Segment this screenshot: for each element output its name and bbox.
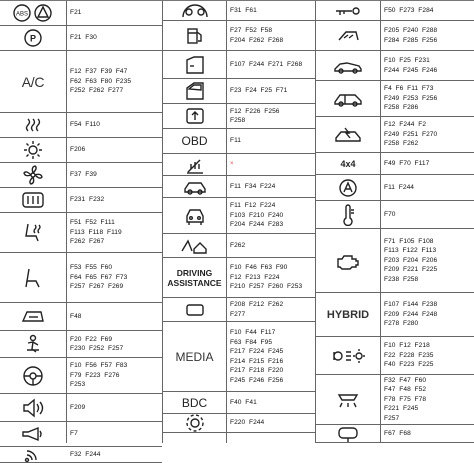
power-window-icon — [184, 106, 206, 126]
fuse-code-line: F252 F262 F277 — [70, 87, 124, 95]
fuse-code-line: F71 F105 F108 — [384, 237, 434, 245]
icon-cell — [163, 176, 226, 197]
child-seat-icon — [23, 334, 43, 354]
icon-cell — [316, 21, 380, 50]
table-row — [316, 175, 474, 201]
table-row — [0, 358, 162, 394]
icon-cell — [0, 113, 66, 137]
divider — [66, 1, 67, 443]
fuse-code-line: F217 F218 F220 — [230, 367, 284, 374]
table-row — [0, 447, 162, 463]
fuse-code-line: F10 F44 F117 — [230, 329, 276, 336]
icon-cell — [163, 198, 226, 233]
fan-icon — [23, 165, 43, 185]
fuse-code-line: F50 F273 F284 — [384, 6, 434, 14]
horn-icon — [21, 426, 45, 442]
icon-cell — [0, 188, 66, 212]
table-row — [316, 201, 474, 229]
table-row — [0, 163, 162, 188]
fuse-codes — [230, 198, 283, 233]
fuse-codes — [70, 422, 78, 446]
icon-cell — [316, 293, 380, 336]
engine-icon — [335, 251, 361, 271]
alarm-icon — [338, 178, 358, 198]
fuse-code-line: F262 — [230, 241, 246, 249]
fuse-code-line: F258 F286 — [384, 104, 419, 112]
column-3 — [316, 1, 474, 443]
fuse-code-line: F11 — [230, 137, 242, 145]
table-row — [0, 422, 162, 447]
seat-icon — [23, 267, 43, 289]
door-icon — [184, 55, 206, 75]
fuse-codes — [70, 113, 100, 137]
fuse-codes — [384, 117, 437, 152]
fuse-codes — [230, 322, 283, 391]
fuse-code-line: F11 F34 F224 — [230, 182, 276, 190]
icon-cell — [316, 425, 380, 442]
icon-cell — [163, 104, 226, 128]
table-row — [163, 104, 315, 129]
icon-cell — [316, 229, 380, 292]
column-2 — [163, 1, 315, 443]
fuse-code-line: F205 F240 F288 — [384, 27, 438, 34]
fuse-code-line: F253 — [70, 381, 86, 389]
table-row — [163, 154, 315, 176]
fuse-code-line: F220 F244 — [230, 419, 265, 427]
ac-label: A/C — [21, 73, 45, 90]
table-row — [316, 375, 474, 425]
key-icon — [334, 5, 362, 17]
bdc-label: BDC — [181, 395, 208, 410]
icon-cell — [316, 1, 380, 20]
fuse-code-line: F262 F267 — [70, 238, 105, 246]
fuse-code-line: F217 F224 F245 — [230, 348, 284, 355]
icon-cell — [163, 51, 226, 78]
heated-rear-window-icon — [23, 115, 43, 135]
fuse-code-line: F40 F41 — [230, 398, 257, 406]
fuse-code-line: F249 F253 F256 — [384, 94, 438, 102]
fuse-codes — [384, 153, 429, 174]
fuse-code-line: F11 F12 F224 — [230, 202, 276, 210]
icon-cell — [163, 258, 226, 297]
convertible-icon — [333, 58, 363, 74]
fuse-code-line: F31 F61 — [230, 6, 257, 14]
icon-cell — [0, 447, 66, 462]
table-row — [163, 129, 315, 154]
speaker-icon — [21, 398, 45, 418]
fuse-code-line: F32 F47 F60 — [384, 376, 427, 384]
fuse-code-line: F244 F245 F246 — [384, 66, 438, 74]
fuse-code-line: F257 F267 F269 — [70, 283, 124, 291]
fuse-codes — [384, 81, 437, 116]
table-row — [316, 293, 474, 337]
fuse-code-line: F62 F63 F80 F235 — [70, 77, 132, 85]
fuse-codes — [230, 392, 257, 413]
fuse-code-line: F203 F204 F206 — [384, 256, 438, 264]
fuse-code-line: F48 — [70, 312, 82, 320]
interior-light-icon — [335, 391, 361, 409]
fuse-codes — [70, 1, 82, 25]
fuse-code-line: F79 F223 F276 — [70, 371, 120, 379]
fuse-code-line: F107 F144 F238 — [384, 301, 438, 309]
divider — [162, 1, 163, 443]
fuse-codes — [70, 394, 85, 421]
fuse-code-line: F238 F258 — [384, 275, 419, 283]
fuse-codes — [70, 331, 123, 357]
fuse-codes — [70, 51, 131, 112]
fuse-code-line: F53 F55 F60 — [70, 264, 113, 272]
icon-cell — [163, 1, 226, 20]
fuse-code-line: F54 F110 — [70, 121, 101, 129]
fuse-codes — [70, 447, 101, 462]
fuse-code-line: F221 F245 — [384, 405, 419, 413]
icon-cell — [0, 26, 66, 50]
fuse-code-line: F206 — [70, 146, 86, 154]
vehicle-front-icon — [183, 205, 207, 227]
vehicle-height-icon — [182, 179, 208, 195]
icon-cell — [0, 422, 66, 446]
fuse-codes — [230, 176, 275, 197]
icon-cell — [316, 375, 380, 424]
table-row — [316, 21, 474, 51]
table-row — [316, 1, 474, 21]
fuse-codes — [230, 154, 234, 175]
fuse-code-line: F27 F52 F58 — [230, 27, 273, 34]
fuse-code-line: F22 F228 F235 — [384, 351, 434, 359]
table-row — [316, 229, 474, 293]
svg-text:P: P — [29, 33, 37, 44]
fuse-codes — [230, 234, 245, 257]
table-row — [0, 394, 162, 422]
fuse-code-line: F230 F252 F257 — [70, 345, 124, 352]
fuse-code-line: F204 F244 F283 — [230, 221, 284, 229]
fuse-code-line: F113 F118 F119 — [70, 228, 122, 236]
fuse-codes — [384, 293, 437, 336]
fuse-code-line: F10 F46 F63 F90 — [230, 264, 288, 272]
heated-seat-icon — [22, 222, 44, 244]
table-row — [316, 51, 474, 81]
fuse-code-line: F23 F24 F25 F71 — [230, 87, 288, 95]
obd-label: OBD — [181, 134, 208, 148]
door-window-icon — [184, 81, 206, 101]
fuse-code-line: F20 F22 F69 — [70, 335, 113, 343]
table-row — [316, 425, 474, 443]
fuse-code-line: F12 F37 F39 F47 — [70, 68, 128, 76]
icon-cell — [163, 392, 226, 413]
fuse-code-line: F284 F285 F256 — [384, 36, 438, 44]
icon-cell — [0, 331, 66, 357]
mirror-icon — [336, 425, 360, 443]
display-icon — [184, 302, 206, 318]
washer-icon — [336, 28, 360, 44]
media-label: MEDIA — [175, 349, 214, 364]
fuse-codes — [230, 258, 302, 297]
fuse-code-line: F78 F75 F78 — [384, 395, 427, 403]
temperature-icon — [341, 204, 355, 226]
fuse-code-line: F245 F246 F256 — [230, 376, 284, 384]
fuse-code-line: F209 F221 F225 — [384, 266, 438, 274]
fuse-codes — [384, 51, 437, 80]
fuse-codes — [70, 163, 97, 187]
icon-cell — [0, 1, 66, 25]
fuse-codes — [230, 1, 257, 20]
icon-cell — [163, 322, 226, 391]
fuse-codes — [230, 21, 283, 50]
table-row — [163, 79, 315, 104]
fuse-code-line: F12 F226 F256 — [230, 107, 280, 115]
icon-cell — [163, 298, 226, 321]
fuse-code-line: F249 F251 F270 — [384, 130, 438, 138]
svg-text:ABS: ABS — [15, 11, 29, 18]
table-row — [316, 337, 474, 375]
table-row — [0, 1, 162, 26]
icon-cell — [163, 129, 226, 153]
fuse-codes — [230, 298, 283, 321]
fuse-codes — [70, 26, 97, 50]
fuse-codes — [384, 375, 426, 424]
table-row — [163, 392, 315, 414]
icon-cell — [163, 154, 226, 175]
trailer-icon — [180, 237, 210, 255]
fuse-code-line: F67 F68 — [384, 429, 411, 437]
fuse-code-line: F37 F39 — [70, 171, 97, 179]
fuse-codes — [70, 213, 122, 252]
icon-cell — [0, 253, 66, 302]
fuse-code-line: F204 F262 F268 — [230, 36, 284, 44]
fuse-code-line: F113 F122 F113 — [384, 247, 437, 255]
sun-gear-icon — [23, 140, 43, 160]
table-row — [163, 322, 315, 392]
icon-cell — [316, 51, 380, 80]
table-row — [0, 303, 162, 331]
icon-cell — [316, 201, 380, 228]
icon-cell — [0, 163, 66, 187]
fuse-code-line: F12 F244 F2 — [384, 121, 427, 129]
divider — [315, 1, 316, 443]
table-row — [163, 21, 315, 51]
fuse-codes — [230, 414, 264, 432]
lights-icon — [331, 347, 365, 365]
fuse-codes — [230, 129, 241, 153]
steering-wheel-icon — [22, 365, 44, 387]
rear-defrost-icon — [21, 191, 45, 209]
icon-cell — [163, 21, 226, 50]
icon-cell — [316, 153, 380, 174]
fuse-code-line: F63 F84 F95 — [230, 338, 273, 346]
icon-cell — [316, 337, 380, 374]
parking-brake-icon — [23, 28, 43, 48]
fuse-code-line: F209 — [70, 403, 86, 411]
fuse-code-line: F277 — [230, 310, 246, 318]
fuse-code-line: F40 F223 F225 — [384, 361, 434, 369]
fuse-code-line: F12 F213 F224 — [230, 273, 280, 281]
abs-warning-icon — [13, 3, 53, 23]
table-row — [163, 298, 315, 322]
fuse-code-line: F11 F244 — [384, 183, 415, 191]
fuse-code-line: F21 — [70, 9, 82, 17]
fuse-codes — [230, 79, 287, 103]
fuse-code-line: F10 F12 F218 — [384, 342, 430, 350]
fuse-code-line: F32 F244 — [70, 450, 101, 458]
driving-assistance-label: DRIVING ASSISTANCE — [167, 267, 222, 288]
table-row — [163, 198, 315, 234]
wireless-icon — [23, 447, 43, 463]
fuse-codes — [70, 358, 127, 393]
table-row — [163, 176, 315, 198]
fuse-code-line: × — [230, 160, 234, 167]
table-row — [163, 414, 315, 433]
icon-cell — [316, 117, 380, 152]
fuel-cap-icon — [185, 26, 205, 46]
fuse-code-line: F103 F210 F240 — [230, 211, 284, 219]
table-row — [163, 1, 315, 21]
fuse-code-line: F208 F212 F262 — [230, 301, 284, 308]
fuse-codes — [384, 337, 434, 374]
wiper-icon — [184, 155, 206, 175]
fuse-code-line: F21 F30 — [70, 34, 97, 42]
fuse-codes — [70, 253, 127, 302]
fuse-codes — [384, 1, 434, 20]
fuse-codes — [230, 104, 280, 128]
table-row — [0, 188, 162, 213]
table-row — [0, 113, 162, 138]
icon-cell — [0, 394, 66, 421]
fuse-code-line: F49 F70 F117 — [384, 159, 430, 167]
fuse-code-line: F51 F52 F111 — [70, 219, 115, 227]
fuse-code-line: F10 F25 F231 — [384, 57, 430, 64]
fuse-codes — [384, 21, 437, 50]
hybrid-car-icon — [333, 126, 363, 144]
fuse-code-line: F107 F244 F271 F268 — [230, 60, 303, 68]
divider — [226, 1, 227, 443]
fuse-codes — [230, 51, 302, 78]
table-row — [0, 138, 162, 163]
icon-cell — [316, 81, 380, 116]
table-row — [316, 81, 474, 117]
table-row — [0, 213, 162, 253]
fuse-code-line: F4 F6 F11 F73 — [384, 85, 434, 93]
icon-cell — [163, 234, 226, 257]
gear-icon — [184, 412, 206, 434]
table-row — [0, 26, 162, 51]
table-row — [0, 331, 162, 358]
fuse-code-line: F10 F56 F57 F83 — [70, 362, 128, 370]
column-1 — [0, 1, 162, 458]
icon-cell — [316, 175, 380, 200]
table-row — [0, 51, 162, 113]
table-row — [316, 153, 474, 175]
fuse-codes — [384, 201, 396, 228]
fuse-code-line: F209 F244 F248 — [384, 310, 438, 318]
sunroof-icon — [21, 309, 45, 325]
4x4-icon: 4x4 — [340, 158, 356, 169]
fuse-codes — [70, 188, 104, 212]
fuse-code-line: F7 — [70, 430, 78, 438]
fuse-codes — [384, 425, 411, 442]
fuse-codes — [70, 138, 85, 162]
divider — [380, 1, 381, 443]
icon-cell — [0, 51, 66, 112]
fuse-codes — [70, 303, 82, 330]
table-row — [163, 51, 315, 79]
fuse-code-line: F257 — [384, 414, 400, 422]
fuse-code-line: F64 F65 F67 F73 — [70, 273, 128, 281]
table-row — [0, 253, 162, 303]
icon-cell — [0, 358, 66, 393]
fuse-code-line: F258 — [230, 117, 246, 124]
car-door-icon — [333, 91, 363, 107]
fuse-codes — [384, 229, 437, 292]
table-row — [163, 234, 315, 258]
table-row — [316, 117, 474, 153]
fuse-code-line: F214 F215 F216 — [230, 357, 284, 365]
table-row — [163, 258, 315, 298]
hybrid-label: HYBRID — [326, 308, 370, 321]
icon-cell — [163, 414, 226, 432]
icon-cell — [0, 138, 66, 162]
instrument-cluster-icon — [181, 3, 209, 19]
fuse-codes — [384, 175, 414, 200]
fuse-code-line: F47 F48 F52 — [384, 386, 427, 394]
fuse-code-line: F70 — [384, 210, 396, 218]
fuse-code-line: F210 F257 F260 F253 — [230, 283, 303, 291]
icon-cell — [0, 213, 66, 252]
icon-cell — [0, 303, 66, 330]
fuse-code-line: F258 F262 — [384, 140, 419, 148]
icon-cell — [163, 79, 226, 103]
fuse-code-line: F231 F232 — [70, 196, 105, 204]
fuse-code-line: F278 F280 — [384, 320, 419, 328]
